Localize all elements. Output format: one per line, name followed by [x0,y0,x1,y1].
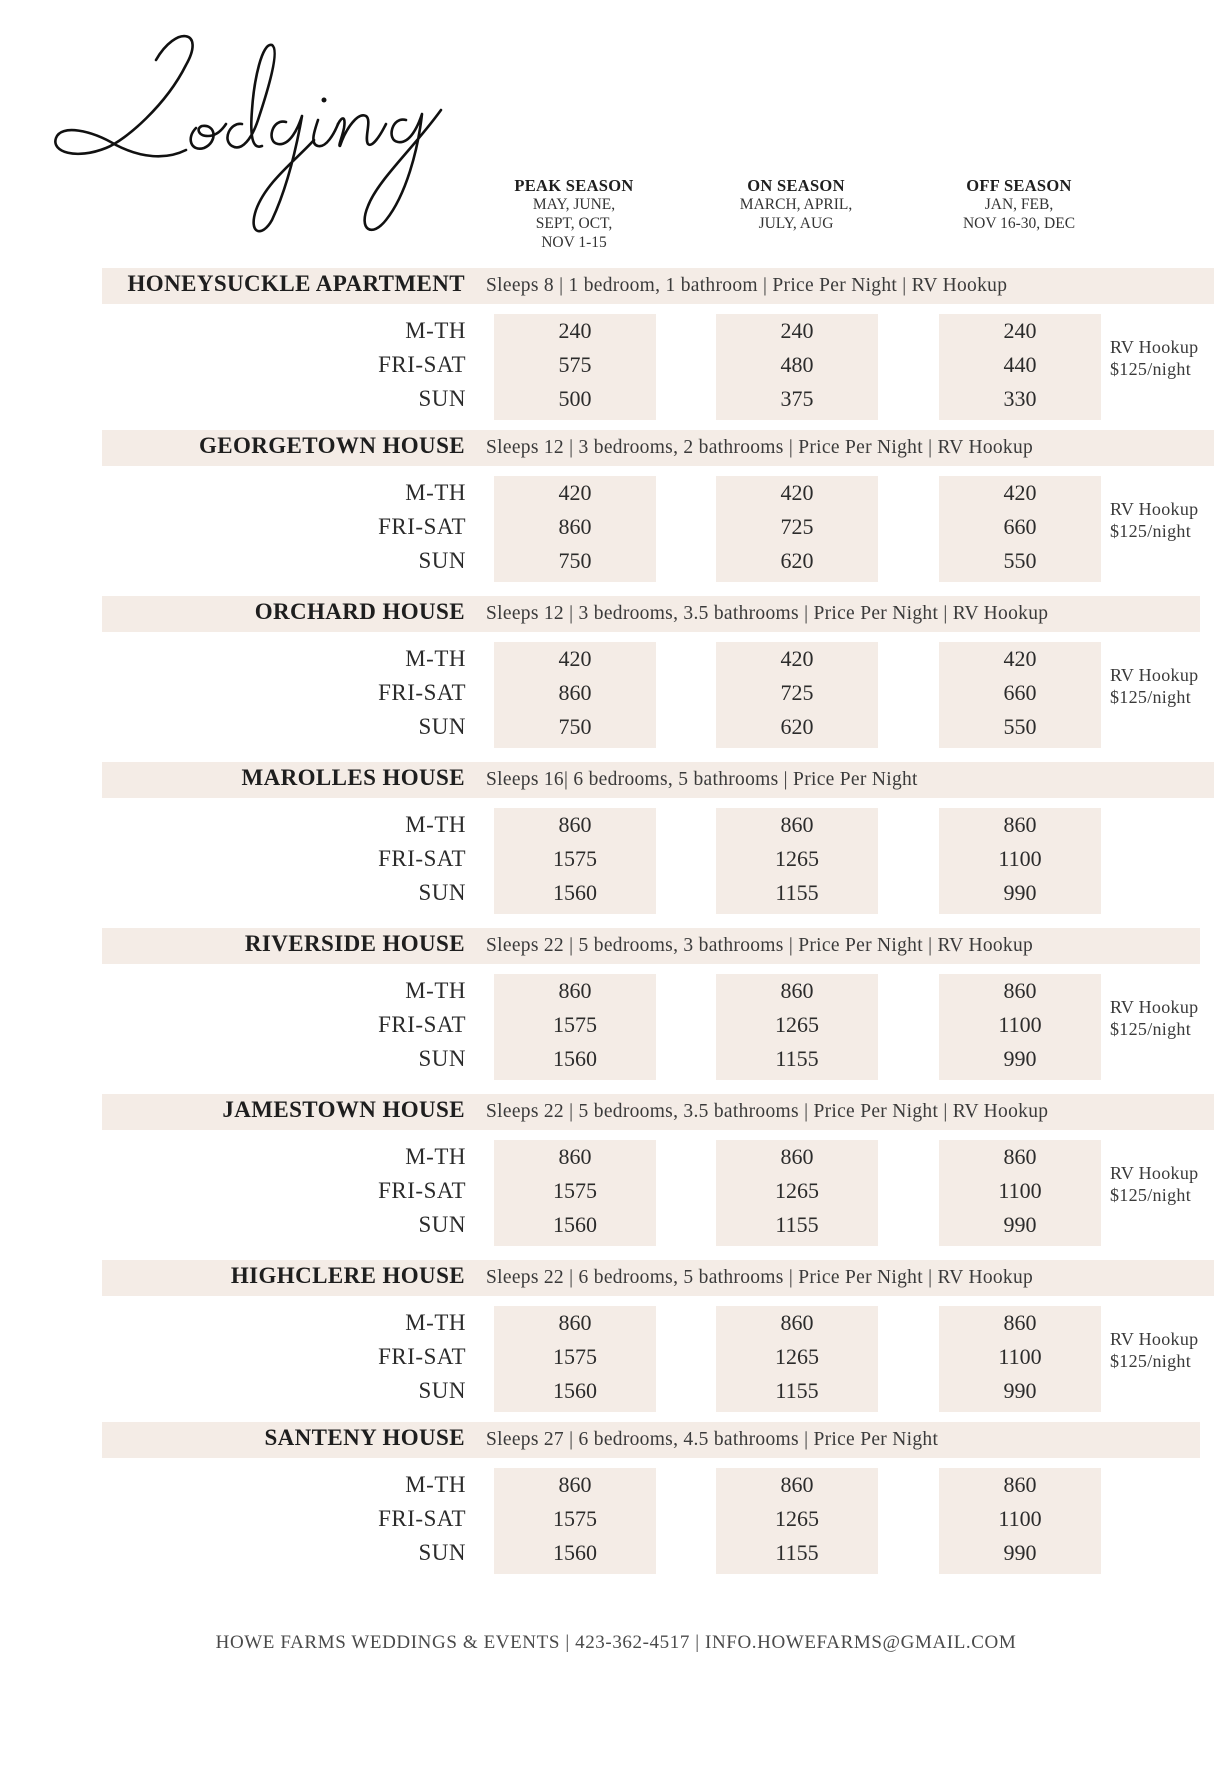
day-label: M-TH [405,1472,466,1497]
price-box-on [716,314,878,420]
day-labels [378,1468,466,1570]
price-box-peak [494,642,656,748]
day-labels [378,1140,466,1242]
day-label: FRI-SAT [378,352,466,377]
day-label: M-TH [405,646,466,671]
price-box-on [716,974,878,1080]
price-value: 1265 [775,1506,819,1531]
day-label: M-TH [405,1310,466,1335]
price-value: 550 [1003,548,1037,573]
property-description: Sleeps 22 | 5 bedrooms, 3 bathrooms | Price Per Night | RV Hookup [486,935,1034,956]
rv-hookup-text: RV Hookup [1110,1329,1199,1349]
day-label: M-TH [405,1144,466,1169]
day-label: FRI-SAT [378,1344,466,1369]
day-labels [378,1306,466,1408]
day-label: FRI-SAT [378,514,466,539]
price-value: 330 [1003,386,1037,411]
price-value: 1560 [553,1046,597,1071]
rv-hookup-note [1110,336,1198,380]
price-value: 1575 [553,1344,597,1369]
season-months: MAY, JUNE, SEPT, OCT, NOV 1-15 [532,196,616,251]
price-value: 1560 [553,1378,597,1403]
price-box-on [716,1306,878,1412]
price-value: 620 [780,548,814,573]
price-value: 860 [1003,812,1037,837]
price-value: 1575 [553,1012,597,1037]
rv-hookup-note [1110,1328,1198,1372]
day-labels [378,314,466,416]
price-value: 1155 [775,1378,819,1403]
price-value: 860 [1003,1310,1037,1335]
price-value: 750 [558,714,592,739]
day-label: FRI-SAT [378,846,466,871]
day-label: SUN [418,1046,466,1071]
property-section [0,596,1232,771]
price-value: 1100 [998,1012,1042,1037]
day-label: SUN [418,1378,466,1403]
price-value: 240 [558,318,592,343]
price-box-on [716,1140,878,1246]
price-value: 860 [780,1310,814,1335]
property-description: Sleeps 8 | 1 bedroom, 1 bathroom | Price Per Night | RV Hookup [486,275,1008,296]
lodging-script-title [46,20,486,250]
price-value: 1560 [553,880,597,905]
price-value: 1265 [775,1344,819,1369]
price-value: 860 [558,1472,592,1497]
price-box-off [939,974,1101,1080]
day-label: M-TH [405,318,466,343]
price-value: 240 [780,318,814,343]
price-value: 420 [558,480,592,505]
price-value: 860 [558,978,592,1003]
price-value: 860 [558,514,592,539]
price-value: 420 [780,646,814,671]
rv-hookup-note [1110,498,1198,542]
day-label: M-TH [405,978,466,1003]
price-box-on [716,1468,878,1574]
property-section [0,1094,1232,1269]
price-value: 860 [558,812,592,837]
price-value: 860 [558,1310,592,1335]
price-box-off [939,1468,1101,1574]
footer-contact: HOWE FARMS WEDDINGS & EVENTS | 423-362-4517 | INFO.HOWEFARMS@GMAIL.COM [215,1632,1017,1653]
property-name: HONEYSUCKLE APARTMENT [127,271,465,296]
price-box-off [939,808,1101,914]
price-value: 1560 [553,1540,597,1565]
property-description: Sleeps 16| 6 bedrooms, 5 bathrooms | Price Per Night [486,769,918,790]
price-value: 1100 [998,1178,1042,1203]
price-value: 1575 [553,1178,597,1203]
rv-hookup-note [1110,664,1198,708]
price-value: 860 [1003,978,1037,1003]
price-value: 990 [1003,1046,1037,1071]
day-label: SUN [418,548,466,573]
day-label: FRI-SAT [378,680,466,705]
property-name: HIGHCLERE HOUSE [230,1263,465,1288]
day-label: FRI-SAT [378,1012,466,1037]
price-value: 990 [1003,1212,1037,1237]
price-value: 860 [558,1144,592,1169]
price-box-on [716,476,878,582]
property-section [0,430,1232,605]
page-title [46,20,486,250]
day-label: SUN [418,1540,466,1565]
price-value: 240 [1003,318,1037,343]
property-section [0,1260,1232,1435]
property-section [0,762,1232,937]
day-labels [378,476,466,578]
day-label: SUN [418,386,466,411]
price-box-peak [494,476,656,582]
price-value: 500 [558,386,592,411]
price-value: 1155 [775,1212,819,1237]
rv-hookup-text: $125/night [1110,687,1192,707]
price-value: 990 [1003,1378,1037,1403]
rv-hookup-text: $125/night [1110,1185,1192,1205]
property-name: GEORGETOWN HOUSE [198,433,465,458]
price-value: 1575 [553,846,597,871]
price-value: 1265 [775,1178,819,1203]
price-box-peak [494,974,656,1080]
price-value: 1100 [998,1344,1042,1369]
property-section [0,268,1232,443]
property-description: Sleeps 27 | 6 bedrooms, 4.5 bathrooms | Price Per Night [486,1429,939,1450]
price-value: 1155 [775,1046,819,1071]
price-box-peak [494,1140,656,1246]
price-box-off [939,1140,1101,1246]
price-value: 620 [780,714,814,739]
season-months: MARCH, APRIL, JULY, AUG [739,196,853,232]
property-name: RIVERSIDE HOUSE [244,931,465,956]
rv-hookup-text: RV Hookup [1110,337,1199,357]
day-labels [378,808,466,910]
price-box-off [939,476,1101,582]
day-label: SUN [418,1212,466,1237]
price-box-on [716,808,878,914]
season-name: ON SEASON [747,176,845,195]
property-name: JAMESTOWN HOUSE [222,1097,465,1122]
price-value: 860 [780,1472,814,1497]
price-value: 420 [558,646,592,671]
season-name: PEAK SEASON [514,176,634,195]
price-value: 860 [558,680,592,705]
day-labels [378,974,466,1076]
price-value: 1100 [998,1506,1042,1531]
price-value: 990 [1003,1540,1037,1565]
price-value: 375 [780,386,814,411]
price-value: 1155 [775,880,819,905]
day-label: M-TH [405,480,466,505]
property-description: Sleeps 22 | 5 bedrooms, 3.5 bathrooms | Price Per Night | RV Hookup [486,1101,1049,1122]
price-box-off [939,314,1101,420]
price-value: 1560 [553,1212,597,1237]
price-value: 420 [1003,480,1037,505]
day-label: FRI-SAT [378,1506,466,1531]
property-description: Sleeps 22 | 6 bedrooms, 5 bathrooms | Price Per Night | RV Hookup [486,1267,1034,1288]
price-value: 1265 [775,846,819,871]
rv-hookup-note [1110,996,1198,1040]
price-value: 1155 [775,1540,819,1565]
day-label: SUN [418,880,466,905]
price-value: 660 [1003,514,1037,539]
rv-hookup-text: RV Hookup [1110,499,1199,519]
price-box-on [716,642,878,748]
property-name: MAROLLES HOUSE [241,765,465,790]
price-value: 860 [780,978,814,1003]
property-description: Sleeps 12 | 3 bedrooms, 2 bathrooms | Price Per Night | RV Hookup [486,437,1034,458]
price-value: 860 [780,1144,814,1169]
price-value: 550 [1003,714,1037,739]
day-label: FRI-SAT [378,1178,466,1203]
price-box-off [939,1306,1101,1412]
property-section [0,928,1232,1103]
price-value: 750 [558,548,592,573]
price-value: 725 [780,514,814,539]
rv-hookup-text: $125/night [1110,1351,1192,1371]
price-box-off [939,642,1101,748]
rv-hookup-text: $125/night [1110,359,1192,379]
price-value: 660 [1003,680,1037,705]
price-box-peak [494,1468,656,1574]
property-name: ORCHARD HOUSE [254,599,465,624]
rv-hookup-text: RV Hookup [1110,997,1199,1017]
season-header-on [706,176,886,233]
season-header-peak [484,176,664,252]
price-value: 1575 [553,1506,597,1531]
price-value: 1265 [775,1012,819,1037]
price-value: 575 [558,352,592,377]
rv-hookup-text: $125/night [1110,521,1192,541]
price-value: 860 [1003,1472,1037,1497]
price-box-peak [494,808,656,914]
rv-hookup-text: RV Hookup [1110,1163,1199,1183]
price-value: 480 [780,352,814,377]
season-name: OFF SEASON [966,176,1072,195]
rv-hookup-text: RV Hookup [1110,665,1199,685]
price-value: 440 [1003,352,1037,377]
property-description: Sleeps 12 | 3 bedrooms, 3.5 bathrooms | Price Per Night | RV Hookup [486,603,1049,624]
day-labels [378,642,466,744]
price-value: 1100 [998,846,1042,871]
price-value: 990 [1003,880,1037,905]
day-label: SUN [418,714,466,739]
price-value: 860 [1003,1144,1037,1169]
price-value: 725 [780,680,814,705]
property-section [0,1422,1232,1597]
price-box-peak [494,1306,656,1412]
rv-hookup-text: $125/night [1110,1019,1192,1039]
season-months: JAN, FEB, NOV 16-30, DEC [962,196,1076,232]
price-box-peak [494,314,656,420]
day-label: M-TH [405,812,466,837]
price-value: 420 [780,480,814,505]
price-value: 860 [780,812,814,837]
property-name: SANTENY HOUSE [264,1425,465,1450]
rv-hookup-note [1110,1162,1198,1206]
season-header-off [929,176,1109,233]
price-value: 420 [1003,646,1037,671]
